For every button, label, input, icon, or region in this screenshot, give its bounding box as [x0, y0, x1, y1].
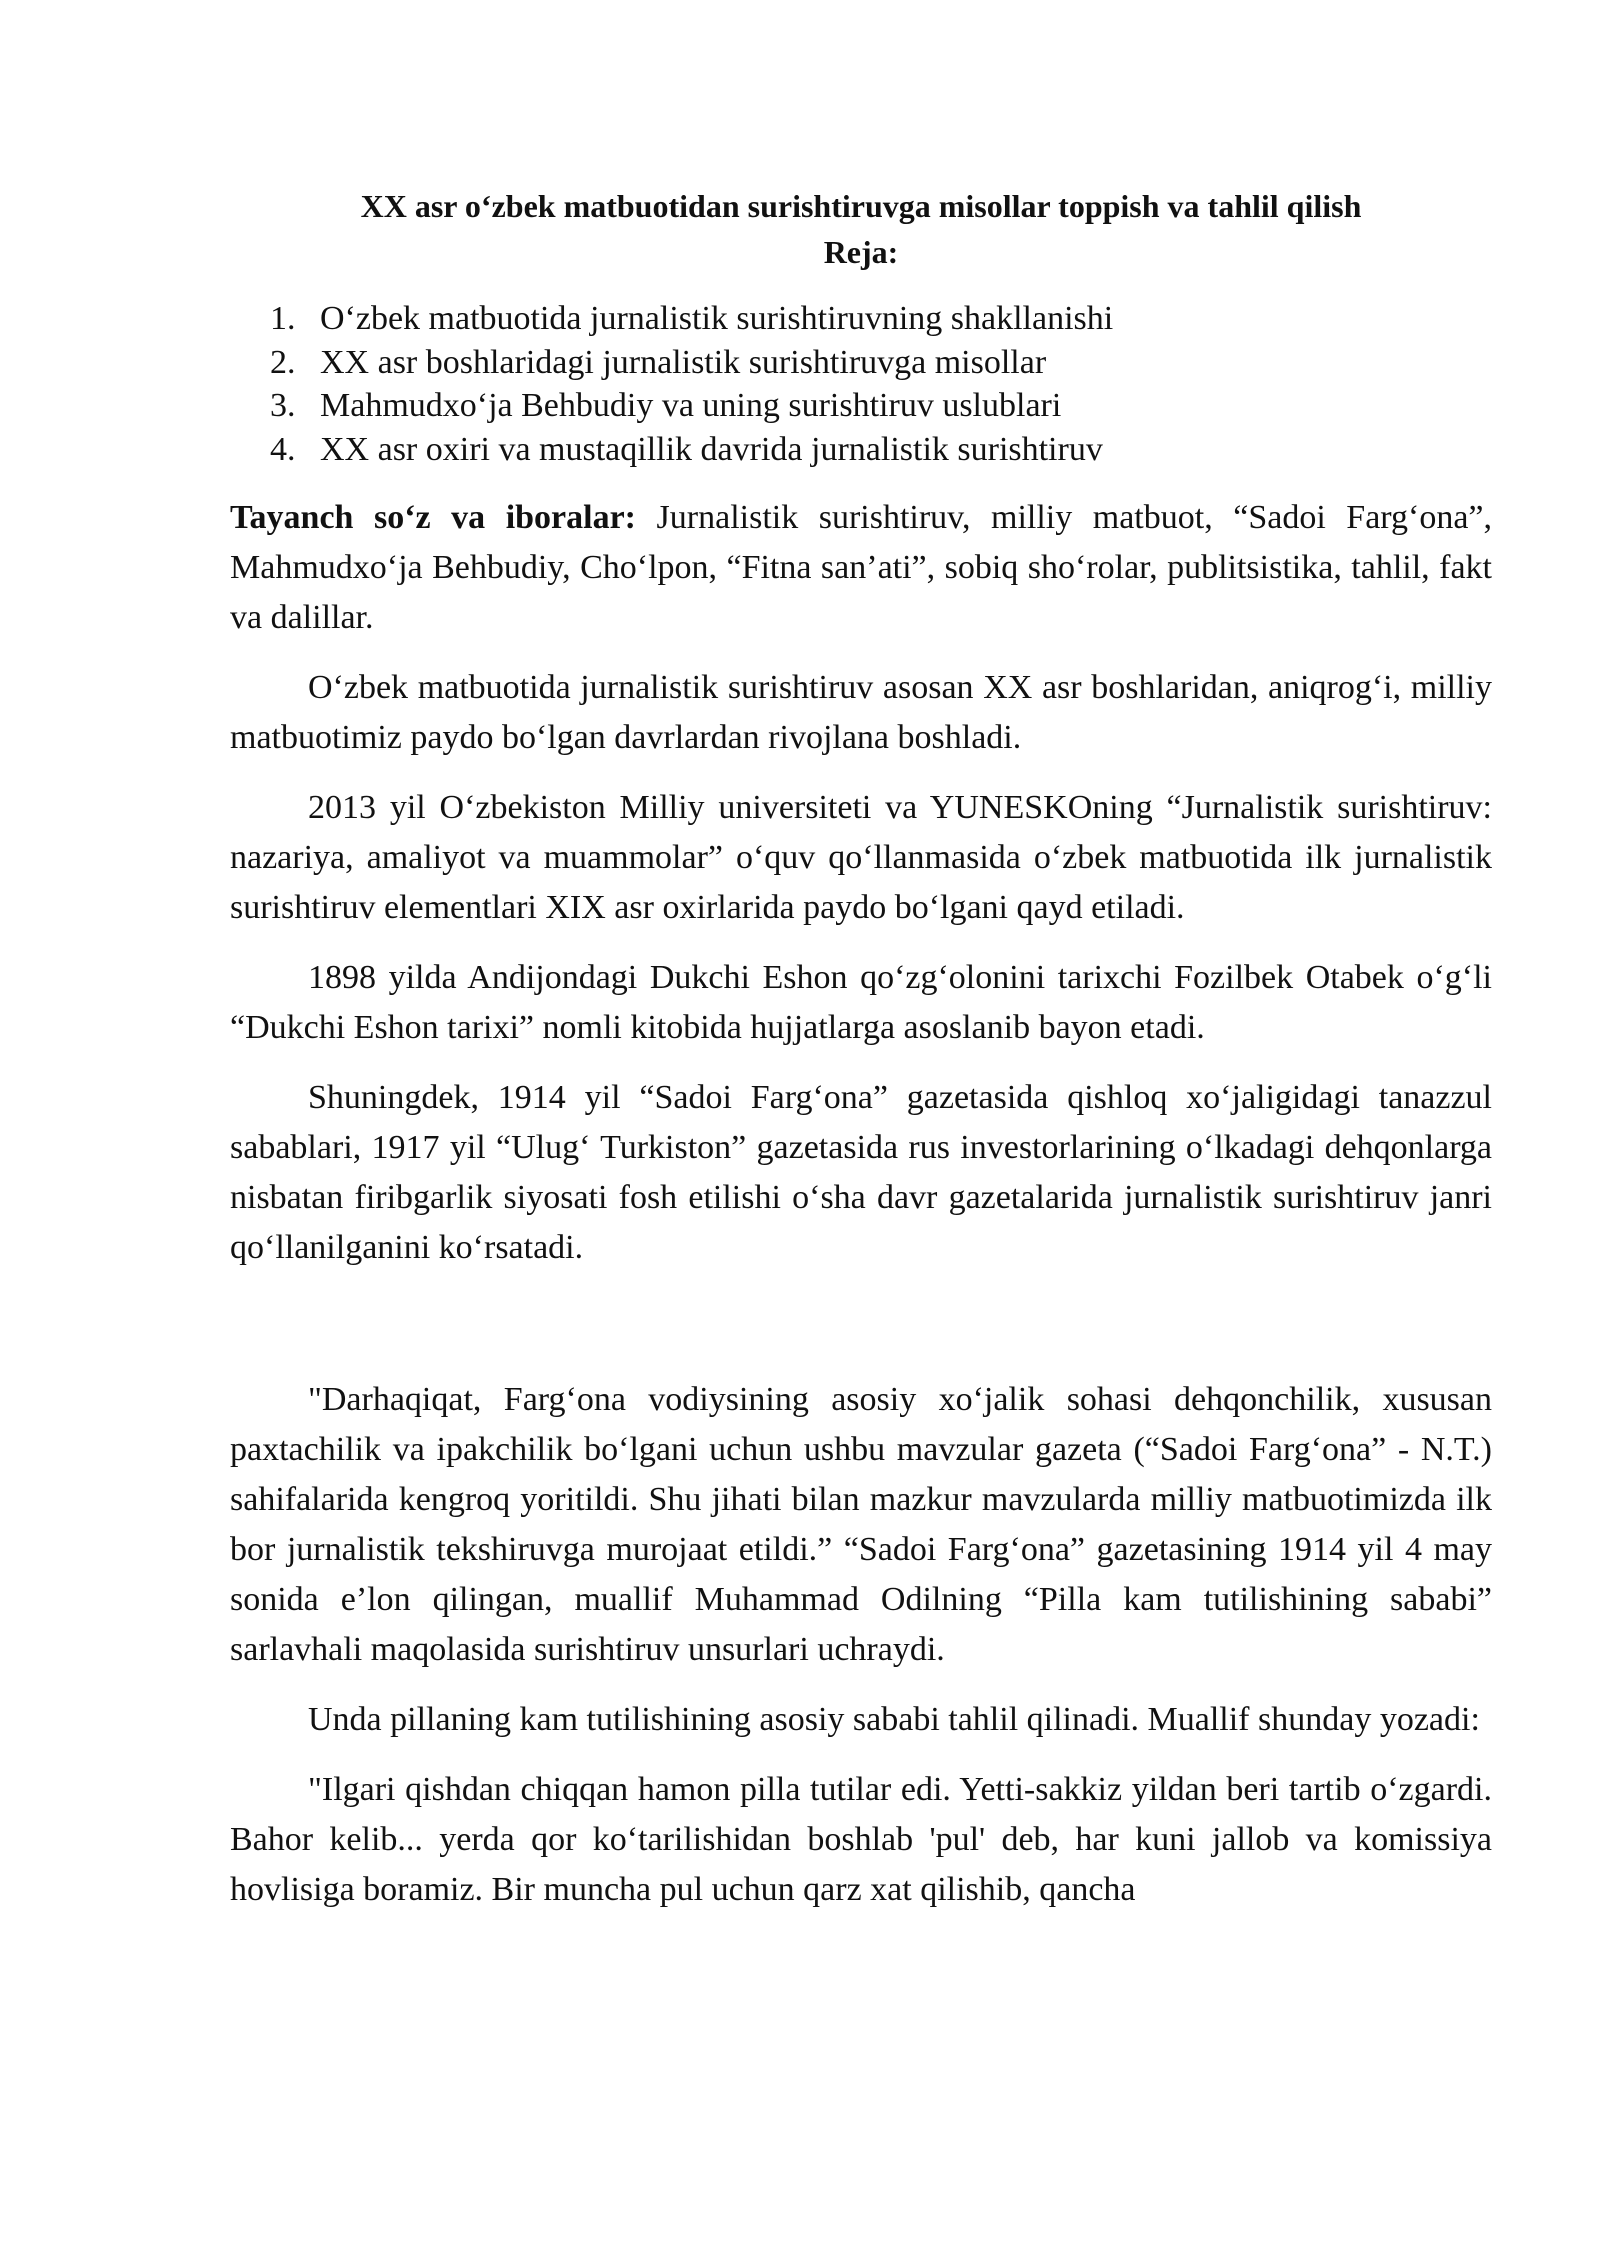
- keywords-text: Jurnalistik surishtiruv, milliy matbuot, “Sadoi Farg‘ona”, Mahmudxo‘ja Behbudiy, Cho‘lpon, “Fitna san’ati”, sobiq sho‘rolar, publitsistika, tahlil, fakt va dalillar.: [230, 499, 1493, 636]
- plan-item: [230, 341, 1492, 385]
- body-paragraph: Unda pillaning kam tutilishining asosiy sababi tahlil qilinadi. Muallif shunday yozadi:: [308, 1701, 1480, 1738]
- body-paragraph: 2013 yil O‘zbekiston Milliy universiteti va YUNESKOning “Jurnalistik surishtiruv: nazariya, amaliyot va muammolar” o‘quv qo‘llanmasida o‘zbek matbuotida ilk jurnalistik surishtiruv elementlari XIX asr oxirlarida paydo bo‘lgani qayd etiladi.: [230, 789, 1492, 926]
- body-paragraph: Shuningdek, 1914 yil “Sadoi Farg‘ona” gazetasida qishloq xo‘jaligidagi tanazzul sabablari, 1917 yil “Ulug‘ Turkiston” gazetasida rus investorlarining o‘lkadagi dehqonlarga nisbatan firibgarlik siyosati fosh etilishi o‘sha davr gazetalarida jurnalistik surishtiruv janri qo‘llanilganini ko‘rsatadi.: [230, 1079, 1492, 1266]
- body-paragraph: 1898 yilda Andijondagi Dukchi Eshon qo‘zg‘olonini tarixchi Fozilbek Otabek o‘g‘li “Dukchi Eshon tarixi” nomli kitobida hujjatlarga asoslanib bayon etadi.: [230, 959, 1492, 1046]
- keywords-label: Tayanch so‘z va iboralar:: [230, 499, 637, 536]
- plan-item: [230, 428, 1492, 472]
- plan-item: [230, 384, 1492, 428]
- document-page: [230, 183, 1492, 1915]
- quote-paragraph: "Darhaqiqat, Farg‘ona vodiysining asosiy xo‘jalik sohasi dehqonchilik, xususan paxtachilik va ipakchilik bo‘lgani uchun ushbu mavzular gazeta (“Sadoi Farg‘ona” - N.T.) sahifalarida kengroq yoritildi. Shu jihati bilan mazkur mavzularda milliy matbuotimizda ilk bor jurnalistik tekshiruvga murojaat etildi.” “Sadoi Farg‘ona” gazetasining 1914 yil 4 may sonida e’lon qilingan, muallif Muhammad Odilning “Pilla kam tutilishining sababi” sarlavhali maqolasida surishtiruv unsurlari uchraydi.: [230, 1381, 1492, 1668]
- plan-heading: Reja:: [823, 234, 899, 270]
- plan-item: [230, 297, 1492, 341]
- plan-item-text: XX asr oxiri va mustaqillik davrida jurnalistik surishtiruv: [320, 430, 1103, 468]
- keywords-paragraph: [230, 493, 1492, 643]
- document-title: XX asr o‘zbek matbuotidan surishtiruvga misollar toppish va tahlil qilish: [360, 188, 1362, 224]
- plan-item-text: Mahmudxo‘ja Behbudiy va uning surishtiruv uslublari: [320, 387, 1062, 424]
- plan-item-number: 4.: [270, 430, 296, 468]
- body-paragraph: O‘zbek matbuotida jurnalistik surishtiruv asosan XX asr boshlaridan, aniqrog‘i, milliy matbuotimiz paydo bo‘lgan davrlardan rivojlana boshladi.: [230, 669, 1492, 756]
- plan-item-text: XX asr boshlaridagi jurnalistik surishtiruvga misollar: [320, 343, 1047, 381]
- plan-list: [230, 297, 1492, 471]
- quote-paragraph: "Ilgari qishdan chiqqan hamon pilla tutilar edi. Yetti-sakkiz yildan beri tartib o‘zgardi. Bahor kelib... yerda qor ko‘tarilishidan boshlab 'pul' deb, har kuni jallob va komissiya hovlisiga boramiz. Bir muncha pul uchun qarz xat qilishib, qancha: [230, 1771, 1492, 1908]
- plan-item-text: O‘zbek matbuotida jurnalistik surishtiruvning shakllanishi: [320, 300, 1114, 337]
- plan-item-number: 2.: [270, 343, 296, 381]
- plan-item-number: 1.: [270, 300, 296, 337]
- plan-item-number: 3.: [270, 387, 296, 424]
